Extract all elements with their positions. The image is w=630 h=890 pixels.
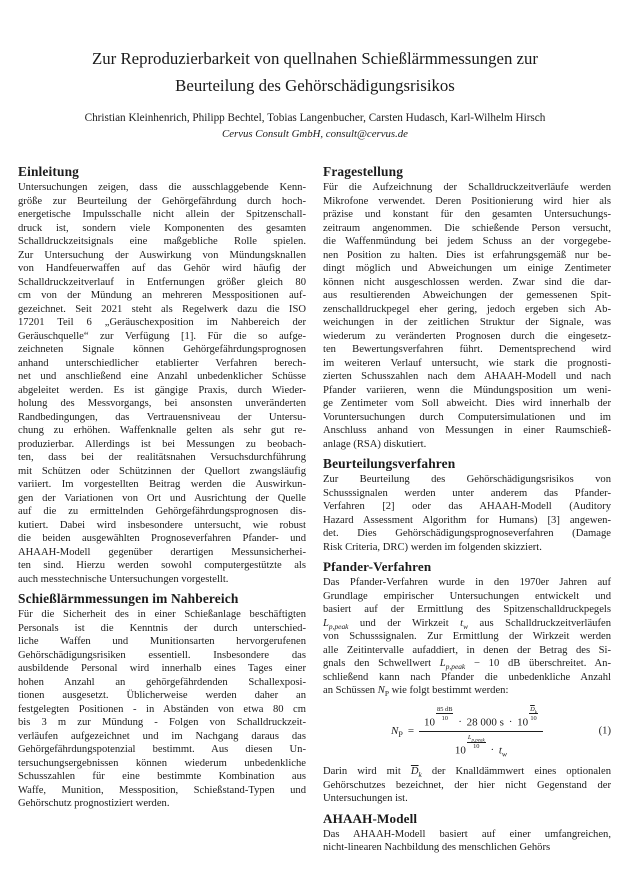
text-line: die Waffenmündung bei jedem Schuss an der vorgegebe- — [323, 236, 611, 247]
text-line: abgeleitet werden. Es ist gängige Praxis, durch Wieder- — [18, 384, 306, 396]
text-line: gnals den Schwellwert $L_{p,peak} - 10$ dB überschreitet. An- — [323, 658, 612, 672]
text-line: Mikrofone verwendet. Deren Positionierung wird hier als — [323, 195, 611, 207]
p-peak-subscript: p,peak — [471, 738, 485, 744]
text-line: tersuchungsergebnissen können wiederum unbedenkliche — [18, 757, 306, 769]
text-line: holung des Messvorgangs, bei ansonsten unveränderten — [18, 398, 306, 409]
section-heading-fragestellung: Fragestellung — [323, 164, 404, 179]
text-line: schließend kann nach Pfander die unbedenkliche Anzahl — [323, 671, 611, 683]
paragraph-pfander-verfahren — [323, 576, 611, 698]
exponent-denominator: 10 — [473, 743, 480, 751]
equation-1 — [323, 705, 611, 758]
text-line: ten Bewertungsverfahren führt. Dementsprechend wird — [323, 344, 611, 355]
text-line: Randbedingungen, das Vertrauensniveau der Untersu- — [18, 411, 306, 423]
text-line: Gehörschädigungsrisiken essentiell. Insbesondere das — [18, 649, 306, 661]
text-line: gezeichnet. Seit 2021 steht als Regelwerk dazu die ISO — [18, 303, 306, 315]
text-line: chung zu erhöhen. Waffenknalle gelten als sehr gut re- — [18, 425, 306, 436]
text-line: Voruntersuchungen durch Computersimulationen und im — [323, 411, 611, 423]
text-line: von Schusssignalen. Zur Ermittlung der Wirkzeit werden — [323, 631, 611, 642]
text-line: hohen Anzahl an gehörgefährdenden Schallexposi- — [18, 676, 306, 688]
title-block — [0, 0, 630, 141]
text-line: die beiden ausgewählten Prognoseverfahren Pfander- und — [18, 533, 306, 544]
paper-title-line2: Beurteilung des Gehörschädigungsrisikos — [175, 76, 455, 95]
right-column — [323, 164, 611, 855]
text-line: Schalldruckzeitsignals eine maßgebliche Rolle spielen. — [18, 236, 306, 247]
paper-title — [0, 45, 630, 99]
text-line: AHAAH-Modell gegenüber derartigen Messunsicherhei- — [18, 546, 306, 558]
base-ten: 10 — [517, 715, 529, 728]
text-line: gen der Variationen von Ort und Ausrichtung der Quelle — [18, 492, 306, 504]
paragraph-fragestellung — [323, 181, 611, 451]
paragraph-ahaah-modell — [323, 828, 611, 855]
text-line: ten, dass bei der realitätsnahen Versuchsdurchführung — [18, 452, 306, 463]
equation-number: (1) — [598, 725, 611, 737]
subsection-heading-pfander-verfahren: Pfander-Verfahren — [323, 559, 432, 574]
equation-lhs-symbol: N — [391, 724, 399, 737]
text-line: Für die Aufzeichnung der Schalldruckzeitverläufe werden — [323, 182, 611, 193]
text-line: Für die Sicherheit des in einer Schießanlage beschäftigten — [18, 609, 306, 620]
paragraph-pfander-after-equation — [323, 765, 611, 806]
k-subscript: k — [534, 709, 537, 715]
text-line: Untersuchungen ist. — [323, 793, 408, 805]
text-line: Gehörschutzes bezeichnet, der hier nicht Gegenstand der — [323, 779, 611, 791]
text-line: im weiteren Verlauf untersucht, wie stark die prognosti- — [323, 357, 611, 369]
text-line: tionen ausgesetzt. Üblicherweise werden daher an — [18, 690, 306, 701]
text-line: Schusssignalen werden unter anderem das Pfander- — [323, 487, 611, 499]
text-line: dingt möglich und Abweichungen um einige Zentimeter — [323, 263, 611, 274]
text-line: ten sind. Hierzu werden sowohl computergestützte als — [18, 560, 306, 571]
paragraph-schiesslaermmessungen — [18, 608, 306, 811]
text-line: Verfahren [2] oder das AHAAH-Modell (Auditory — [323, 501, 611, 512]
text-line: größe zur Beurteilung der Gehörgefährdung durch hoch- — [18, 195, 306, 207]
exponent-numerator: 85 dB — [437, 705, 453, 713]
text-line: Geräuschquelle“ zur Verfügung [1]. Für die so aufge- — [18, 330, 306, 342]
text-line: anlage (RSA) diskutiert. — [323, 438, 427, 450]
text-line: det. Dies Gehörschädigungsprognoseverfahren (Damage — [323, 528, 611, 539]
text-line: $L_{p,peak}$ und der Wirkzeit $t_w$ aus Schalldruckzeitverläufen — [323, 617, 611, 631]
text-line: basiert auf der Ermittlung des Spitzenschalldruckpegels — [323, 604, 611, 615]
text-line: auf die zu ermittelnden Gehörgefährdungsprognosen dis- — [18, 506, 306, 517]
text-line: Gehörschutz prognostiziert werden. — [18, 798, 170, 809]
text-line: anhand unterschiedlicher etablierter Verfahren berech- — [18, 357, 306, 369]
text-line: von Handfeuerwaffen auf das Gehör wird häufig der — [18, 263, 306, 274]
text-line: Anschluss anhand von Messungen in einer Raumschieß- — [323, 425, 611, 436]
text-line: Zur Beurteilung des Gehörschädigungsrisikos von — [323, 474, 611, 485]
text-line: variiert. Im vorgestellten Beitrag werden die Auswirkun- — [18, 479, 306, 490]
text-line: Das AHAAH-Modell basiert auf einer umfangreichen, — [323, 828, 611, 840]
subsection-heading-ahaah-modell: AHAAH-Modell — [323, 810, 418, 826]
section-heading-einleitung: Einleitung — [18, 164, 80, 179]
w-subscript: w — [501, 749, 508, 759]
text-line: bis 3 m zur Mündung - Folgen von Schalldruckzeit- — [18, 717, 306, 728]
equation-lhs — [391, 725, 403, 737]
text-line: ge Zentimeter vom Soll abweicht. Dies wird innerhalb der — [323, 398, 611, 409]
text-line: Zur Untersuchung der Auswirkung von Mündungsknallen — [18, 249, 306, 261]
text-line: Grundlage empirischer Untersuchungen entwickelt und — [323, 590, 611, 602]
text-line: nen Position zu halten. Dies ist erfahrungsgemäß nur be- — [323, 249, 611, 261]
multiplication-dot: · — [508, 715, 513, 728]
text-line: auch messtechnische Untersuchungen vorgestellt. — [18, 573, 229, 585]
exponent-fraction-Lppeak — [467, 734, 486, 750]
equals-sign: = — [407, 724, 415, 737]
text-line: Schalldruckzeitverlauf in Entfernungen größer gleich 80 — [18, 276, 306, 288]
text-line: liche Waffen und Munitionsarten hervorgerufenen — [18, 636, 306, 647]
exponent-numerator — [529, 706, 538, 715]
text-line: wiederum zu veränderten Prognosen durch die eingesetz- — [323, 330, 611, 342]
section-heading-schiesslaermmessungen: Schießlärmmessungen im Nahbereich — [18, 591, 239, 606]
equation-numerator — [419, 705, 543, 732]
text-line: cm von der Mündung an mehreren Messpositionen auf- — [18, 290, 306, 301]
text-line: festgelegten Positionen - in Abständen von etwa 80 cm — [18, 703, 306, 715]
text-line: Hazard Assessment Algorithm for Humans) [3] angewen- — [323, 514, 611, 526]
text-line: energetische Impulsschalle nicht allein der Spitzenschall- — [18, 209, 306, 220]
D-bar-symbol: $\overline{D}$ — [530, 705, 535, 713]
L-symbol: L — [467, 733, 472, 741]
text-line: verläufen aufgezeichnet und im Nachgang daraus das — [18, 730, 306, 742]
t-symbol: t — [498, 744, 502, 757]
text-line: Pfander variieren, wenn die Mündungsposition um weni- — [323, 384, 611, 396]
paper-title-line1: Zur Reproduzierbarkeit von quellnahen Schießlärmmessungen zur — [92, 49, 538, 68]
exponent-fraction-Dk — [529, 706, 538, 722]
multiplication-dot: · — [490, 744, 495, 757]
paragraph-beurteilungsverfahren — [323, 473, 611, 554]
text-line: Untersuchungen zeigen, dass die ausschlaggebende Kenn- — [18, 182, 306, 193]
text-line: an Schüssen $N_P$ wie folgt bestimmt werden: — [323, 685, 509, 699]
text-line: Risk Criteria, DRC) werden im folgenden skizziert. — [323, 541, 542, 553]
text-line: zierten Schusszahlen nach dem AHAAH-Modell und nach — [323, 371, 611, 382]
paragraph-einleitung — [18, 181, 306, 586]
text-line: net und anschließend eine Anzahl unbedenklicher Schüsse — [18, 371, 306, 382]
exponent-fraction-85dB — [436, 706, 453, 722]
text-line: nicht-linearen Nachbildung des menschlichen Gehörs — [323, 842, 551, 854]
two-column-body — [0, 164, 630, 855]
text-line: aus resultierenden Abweichungen der gemessenen Spit- — [323, 290, 611, 301]
text-line: zeitraum angenommen. Die schießende Person versucht, — [323, 222, 611, 234]
text-line: zeichneten Signale können Gehörgefährdungsprognosen — [18, 344, 306, 355]
base-ten: 10 — [424, 715, 436, 728]
text-line: zenschalldruckpegel eher gering, jedoch ergeben sich Ab- — [323, 303, 611, 315]
text-line: druck ist, sondern viele Komponenten des gesamten — [18, 222, 306, 234]
multiplication-dot: · — [458, 715, 462, 728]
section-heading-beurteilungsverfahren: Beurteilungsverfahren — [323, 456, 456, 471]
text-line: präzise und konstant für den gesamten Untersuchungs- — [323, 209, 611, 220]
left-column — [18, 164, 306, 855]
text-line: Das Pfander-Verfahren wurde in den 1970er Jahren auf — [323, 577, 611, 588]
authors-line: Christian Kleinhenrich, Philipp Bechtel, Tobias Langenbucher, Carsten Hudasch, Karl-Wilhelm Hirsch — [84, 112, 546, 124]
text-line: weichungen in der zeitlichen Struktur der Signale, was — [323, 317, 611, 328]
exponent-denominator: 10 — [441, 714, 448, 722]
text-line: Gehörgefährdungspotenzial bestimmt. Aus diesen Un- — [18, 744, 306, 755]
equation-denominator — [419, 732, 543, 757]
equation-1-body — [391, 705, 543, 758]
text-line: Schusszahlen für eine bestimmte Kombination aus — [18, 771, 306, 782]
exponent-numerator — [467, 734, 486, 743]
text-line: ausbildende Personal wird innerhalb eines Tages einer — [18, 663, 306, 674]
exponent-denominator: 10 — [530, 714, 537, 722]
affiliation-line: Cervus Consult GmbH, consult@cervus.de — [222, 128, 408, 140]
text-line: 17201 Teil 6 „Geräuschexposition im Nahbereich der — [18, 317, 306, 328]
text-line: alle Zeitintervalle aufaddiert, in denen der Betrag des Si- — [323, 644, 611, 656]
text-line: Personals ist die Kenntnis der durch unterschied- — [18, 622, 306, 634]
text-line: mit Schützen oder Schützinnen der Quellort zwangsläufig — [18, 465, 306, 477]
equation-lhs-subscript: P — [398, 729, 403, 739]
equation-fraction — [419, 705, 543, 758]
text-line: Waffe, Munition, Messposition, Schießstand-Typen und — [18, 784, 306, 796]
base-ten: 10 — [454, 744, 466, 757]
constant-28000s: 28 000 s — [466, 715, 504, 728]
text-line: kutiert. Dabei wird insbesondere untersucht, wie robust — [18, 519, 306, 531]
text-line: können nicht ausgeschlossen werden. Zwar sind die dar- — [323, 276, 611, 288]
text-line: produzierbar. Allerdings ist bei Messungen zu beobach- — [18, 438, 306, 450]
text-line: Darin wird mit $\overline{D}_k$ der Knalldämmwert eines optionalen — [323, 766, 611, 780]
